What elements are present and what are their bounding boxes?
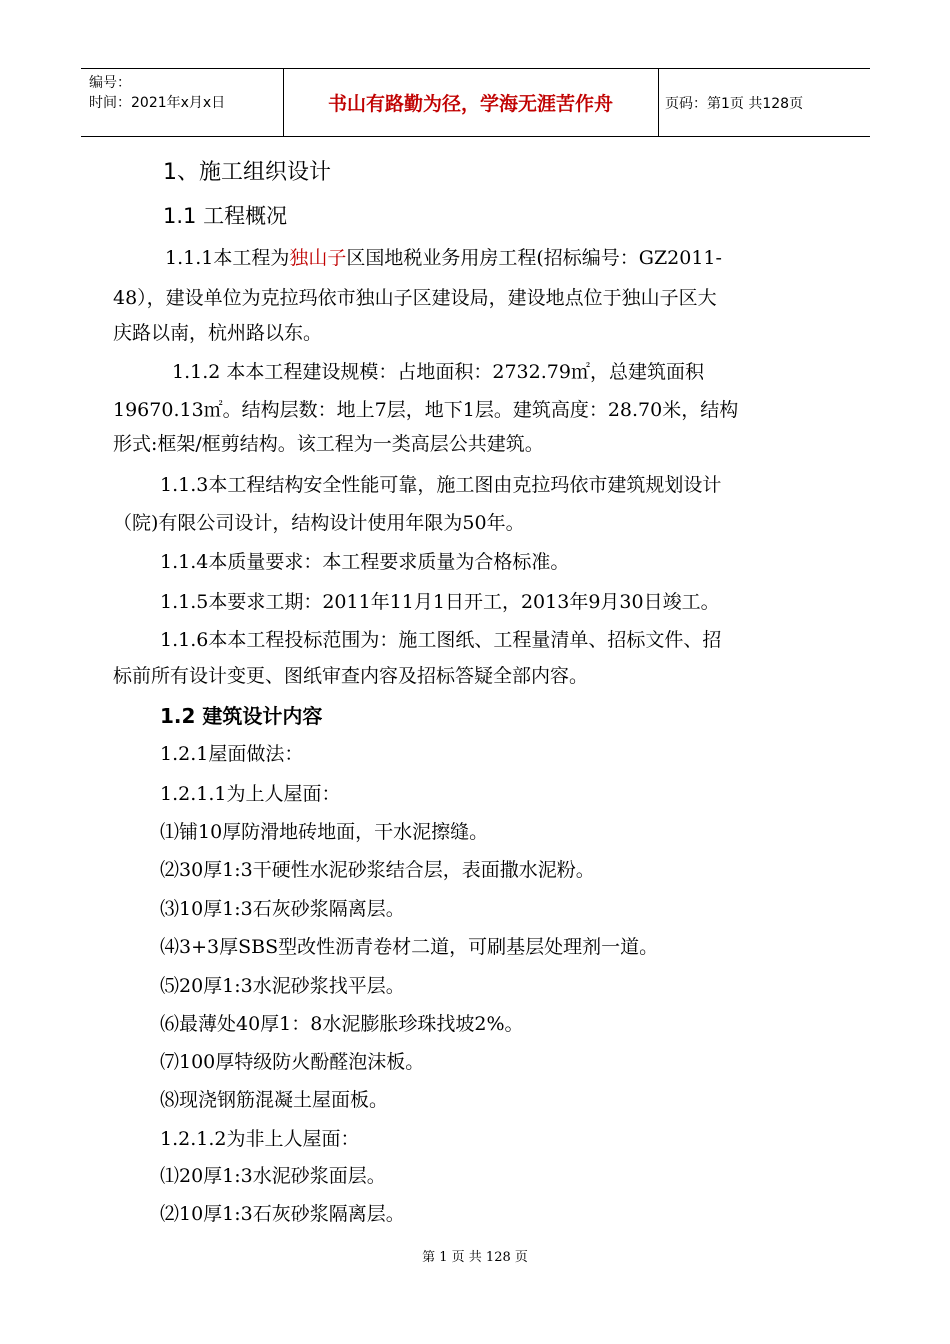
paragraph-line: 1.1.2 本本工程建设规模：占地面积：2732.79㎡，总建筑面积	[172, 361, 704, 383]
paragraph-line: 1.2.1.1为上人屋面：	[160, 783, 341, 805]
paragraph-line: 48），建设单位为克拉玛依市独山子区建设局，建设地点位于独山子区大	[113, 287, 717, 309]
list-item: ⑸20厚1:3水泥砂浆找平层。	[160, 975, 405, 997]
header-meta	[89, 73, 225, 113]
text-run: 区国地税业务用房工程(招标编号：GZ2011-	[346, 247, 722, 269]
paragraph-line: 庆路以南，杭州路以东。	[113, 322, 323, 344]
paragraph-line: 形式:框架/框剪结构。该工程为一类高层公共建筑。	[113, 433, 544, 455]
text-run: 1.1.1本工程为	[165, 247, 290, 269]
header-divider	[658, 69, 659, 136]
highlighted-text: 独山子	[289, 247, 347, 269]
subsection-title: 1.1 工程概况	[163, 204, 288, 228]
list-item: ⑻现浇钢筋混凝土屋面板。	[160, 1089, 389, 1111]
header-page-info: 页码：第1页 共128页	[665, 95, 804, 112]
paragraph-line: 标前所有设计变更、图纸审查内容及招标答疑全部内容。	[113, 665, 589, 687]
paragraph-line: 1.2.1屋面做法：	[160, 743, 304, 765]
paragraph-line: 1.2.1.2为非上人屋面：	[160, 1128, 360, 1150]
list-item: ⑴铺10厚防滑地砖地面，干水泥擦缝。	[160, 821, 489, 843]
list-item: ⑵30厚1:3干硬性水泥砂浆结合层，表面撒水泥粉。	[160, 859, 595, 881]
list-item: ⑶10厚1:3石灰砂浆隔离层。	[160, 898, 405, 920]
paragraph-line: 1.1.6本本工程投标范围为：施工图纸、工程量清单、招标文件、招	[160, 629, 722, 651]
paragraph-line	[165, 246, 722, 270]
paragraph-line: （院)有限公司设计，结构设计使用年限为50年。	[113, 512, 525, 534]
paragraph-line: 1.1.4本质量要求：本工程要求质量为合格标准。	[160, 551, 570, 573]
list-item: ⑷3+3厚SBS型改性沥青卷材二道，可刷基层处理剂一道。	[160, 936, 659, 958]
subsection-title: 1.2 建筑设计内容	[160, 704, 323, 728]
list-item: ⑹最薄处40厚1：8水泥膨胀珍珠找坡2%。	[160, 1013, 524, 1035]
paragraph-line: 1.1.3本工程结构安全性能可靠，施工图由克拉玛依市建筑规划设计	[160, 474, 722, 496]
paragraph-line: 1.1.5本要求工期：2011年11月1日开工，2013年9月30日竣工。	[160, 591, 720, 613]
page-header	[81, 68, 870, 137]
list-item: ⑵10厚1:3石灰砂浆隔离层。	[160, 1203, 405, 1225]
document-date: 时间：2021年x月x日	[89, 95, 226, 111]
document-number-label: 编号：	[89, 75, 131, 91]
list-item: ⑺100厚特级防火酚醛泡沫板。	[160, 1051, 425, 1073]
list-item: ⑴20厚1:3水泥砂浆面层。	[160, 1165, 386, 1187]
page-footer: 第 1 页 共 128 页	[422, 1250, 528, 1265]
paragraph-line: 19670.13㎡。结构层数：地上7层，地下1层。建筑高度：28.70米，结构	[113, 399, 739, 421]
header-motto: 书山有路勤为径，学海无涯苦作舟	[327, 93, 613, 115]
section-title: 1、施工组织设计	[163, 160, 331, 185]
